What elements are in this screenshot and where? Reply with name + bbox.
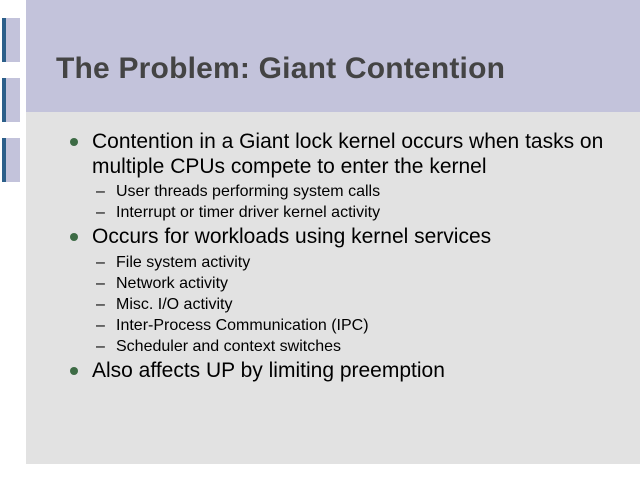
sub-bullet-text: Scheduler and context switches bbox=[116, 338, 342, 356]
bullet-text: Occurs for workloads using kernel services bbox=[92, 225, 492, 249]
list-item bbox=[92, 315, 626, 336]
sub-bullet-text: Interrupt or timer driver kernel activity bbox=[116, 204, 381, 222]
bullet-list-level2 bbox=[92, 181, 626, 223]
bullet-content bbox=[66, 130, 626, 385]
list-item bbox=[66, 225, 626, 357]
rail-block-1 bbox=[2, 18, 20, 62]
bullet-list-level2 bbox=[92, 252, 626, 358]
list-item bbox=[92, 202, 626, 223]
bottom-strip bbox=[26, 464, 640, 480]
dash-icon: – bbox=[96, 253, 105, 271]
list-item bbox=[66, 130, 626, 223]
list-item bbox=[92, 294, 626, 315]
dash-icon: – bbox=[96, 275, 105, 293]
bullet-dot-icon bbox=[70, 367, 78, 375]
list-item bbox=[92, 252, 626, 273]
sub-bullet-text: Inter-Process Communication (IPC) bbox=[116, 317, 369, 335]
slide-title: The Problem: Giant Contention bbox=[56, 52, 506, 85]
dash-icon: – bbox=[96, 296, 105, 314]
bullet-dot-icon bbox=[70, 138, 78, 146]
rail-block-3 bbox=[2, 138, 20, 182]
dash-icon: – bbox=[96, 317, 105, 335]
slide-body-panel bbox=[26, 112, 640, 464]
list-item bbox=[92, 273, 626, 294]
sub-bullet-text: Network activity bbox=[116, 275, 229, 293]
bullet-text: Contention in a Giant lock kernel occurs when tasks on multiple CPUs compete to enter the kernel bbox=[92, 130, 604, 178]
bullet-text: Also affects UP by limiting preemption bbox=[92, 359, 445, 383]
bullet-dot-icon bbox=[70, 233, 78, 241]
dash-icon: – bbox=[96, 338, 105, 356]
sub-bullet-text: Misc. I/O activity bbox=[116, 296, 233, 314]
list-item bbox=[92, 336, 626, 357]
left-decorative-rail bbox=[0, 0, 26, 480]
bullet-list-level1 bbox=[66, 130, 626, 384]
dash-icon: – bbox=[96, 204, 105, 222]
sub-bullet-text: User threads performing system calls bbox=[116, 183, 381, 201]
sub-bullet-text: File system activity bbox=[116, 253, 251, 271]
list-item bbox=[92, 181, 626, 202]
list-item bbox=[66, 359, 626, 384]
dash-icon: – bbox=[96, 183, 105, 201]
rail-block-2 bbox=[2, 78, 20, 122]
